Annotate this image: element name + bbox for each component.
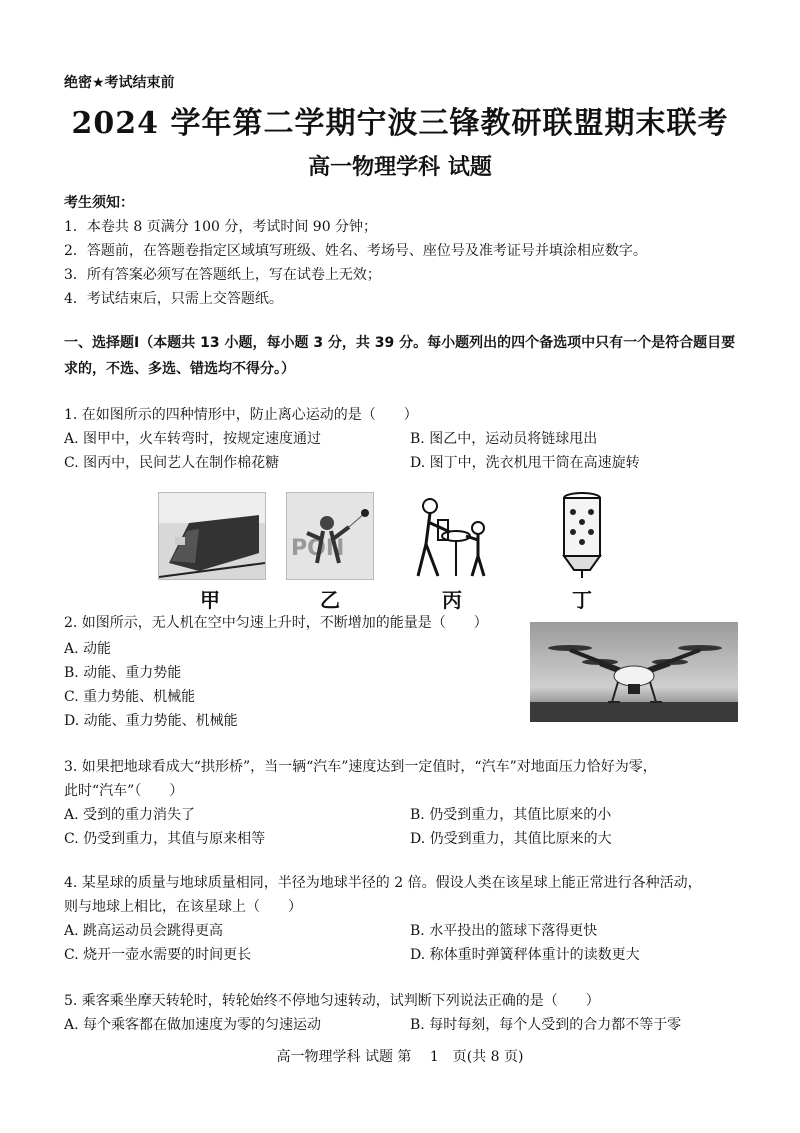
q2-option-a: A. 动能 <box>64 641 112 657</box>
notice-item-3: 3．所有答案必须写在答题纸上，写在试卷上无效； <box>64 267 381 283</box>
notice-item-4: 4．考试结束后，只需上交答题纸。 <box>64 291 283 307</box>
q4-option-b: B. 水平投出的篮球下落得更快 <box>410 923 598 939</box>
drone-image <box>530 622 738 722</box>
notice-heading: 考生须知： <box>64 195 134 211</box>
q2-stem: 2. 如图所示，无人机在空中匀速上升时，不断增加的能量是（ ） <box>64 615 488 631</box>
cotton-candy-image <box>404 492 500 578</box>
svg-text:PON: PON <box>291 536 345 561</box>
exam-title: 2024 学年第二学期宁波三锋教研联盟期末联考 <box>71 106 729 141</box>
notice-item-2: 2．答题前，在答题卷指定区域填写班级、姓名、考场号、座位号及准考证号并填涂相应数字。 <box>64 243 647 259</box>
label-ding: 丁 <box>572 588 592 612</box>
q3-stem-line2: 此时“汽车”（ ） <box>64 783 184 799</box>
q3-stem-line1: 3. 如果把地球看成大“拱形桥”，当一辆“汽车”速度达到一定值时，“汽车”对地面压力恰好为零， <box>64 759 657 775</box>
section-heading: 一、选择题Ⅰ（本题共 13 小题，每小题 3 分，共 39 分。每小题列出的四个备选项中只有一个是符合题目要求的，不选、多选、错选均不得分。） <box>64 335 736 377</box>
q1-stem: 1. 在如图所示的四种情形中，防止离心运动的是（ ） <box>64 407 418 423</box>
page-footer: 高一物理学科 试题 第 1 页(共 8 页) <box>276 1049 524 1065</box>
q1-option-b: B. 图乙中，运动员将链球甩出 <box>410 431 598 447</box>
q2-option-d: D. 动能、重力势能、机械能 <box>64 713 238 729</box>
q1-option-c: C. 图丙中，民间艺人在制作棉花糖 <box>64 455 280 471</box>
q4-option-a: A. 跳高运动员会跳得更高 <box>64 923 224 939</box>
confidential-mark: 绝密★考试结束前 <box>64 75 175 91</box>
label-bing: 丙 <box>442 588 462 612</box>
q5-option-a: A. 每个乘客都在做加速度为零的匀速运动 <box>64 1017 322 1033</box>
q2-option-c: C. 重力势能、机械能 <box>64 689 196 705</box>
q5-stem: 5. 乘客乘坐摩天转轮时，转轮始终不停地匀速转动，试判断下列说法正确的是（ ） <box>64 993 600 1009</box>
q3-option-c: C. 仍受到重力，其值与原来相等 <box>64 831 266 847</box>
q4-option-c: C. 烧开一壶水需要的时间更长 <box>64 947 252 963</box>
q3-option-d: D. 仍受到重力，其值比原来的大 <box>410 831 612 847</box>
q5-option-b: B. 每时每刻，每个人受到的合力都不等于零 <box>410 1017 682 1033</box>
q1-option-a: A. 图甲中，火车转弯时，按规定速度通过 <box>64 431 322 447</box>
q3-option-b: B. 仍受到重力，其值比原来的小 <box>410 807 612 823</box>
exam-subtitle: 高一物理学科 试题 <box>308 155 492 180</box>
notice-item-1: 1．本卷共 8 页满分 100 分，考试时间 90 分钟； <box>64 219 378 235</box>
q1-option-d: D. 图丁中，洗衣机甩干筒在高速旋转 <box>410 455 640 471</box>
label-jia: 甲 <box>200 588 220 612</box>
q3-option-a: A. 受到的重力消失了 <box>64 807 196 823</box>
hammer-throw-image <box>286 492 374 580</box>
train-image <box>158 492 266 580</box>
q2-option-b: B. 动能、重力势能 <box>64 665 182 681</box>
label-yi: 乙 <box>320 588 340 612</box>
q4-option-d: D. 称体重时弹簧秤体重计的读数更大 <box>410 947 640 963</box>
q4-stem-line2: 则与地球上相比，在该星球上（ ） <box>64 899 302 915</box>
washing-machine-drum-image <box>546 490 618 580</box>
q4-stem-line1: 4. 某星球的质量与地球质量相同，半径为地球半径的 2 倍。假设人类在该星球上能正常进行各种活动， <box>64 875 702 891</box>
